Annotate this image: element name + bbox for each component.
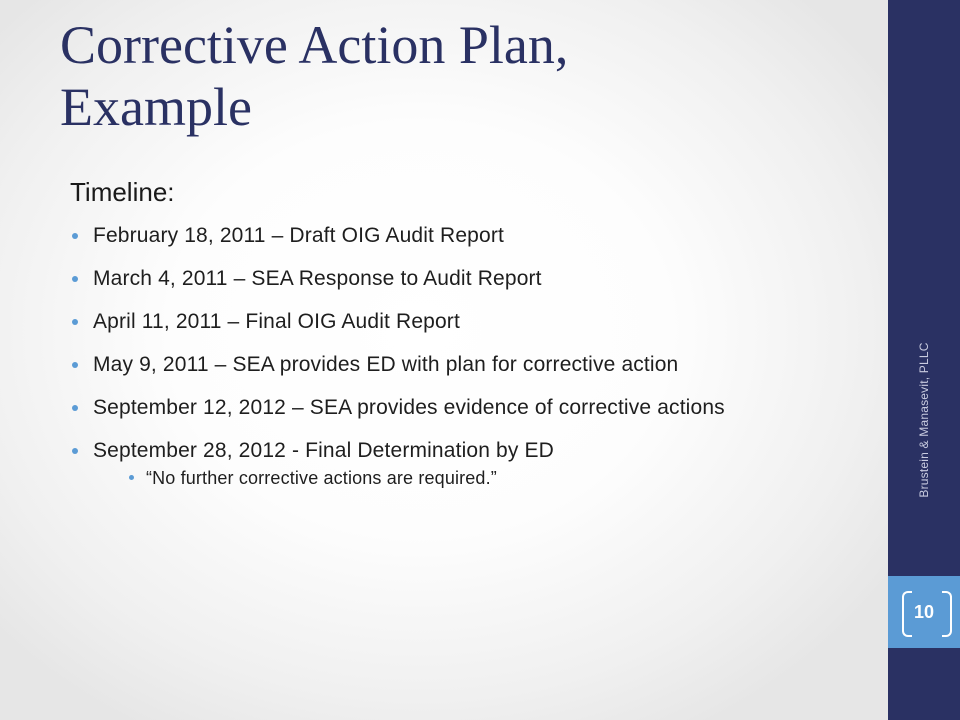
timeline-item-text: February 18, 2011 – Draft OIG Audit Report	[93, 224, 504, 247]
page-number: 10	[913, 602, 935, 622]
timeline-sub-item-text: “No further corrective actions are required.”	[146, 468, 497, 488]
timeline-item	[70, 222, 860, 250]
bullet-icon	[72, 233, 78, 239]
bullet-icon	[72, 362, 78, 368]
slide-title-line-2: Example	[60, 77, 252, 137]
slide-title	[60, 14, 860, 138]
timeline-item	[70, 394, 860, 422]
bullet-icon	[72, 448, 78, 454]
bullet-icon	[72, 319, 78, 325]
timeline-item	[70, 437, 860, 491]
sub-bullet-icon	[129, 475, 134, 480]
timeline-item	[70, 265, 860, 293]
timeline-item-text: April 11, 2011 – Final OIG Audit Report	[93, 310, 460, 333]
timeline-item	[70, 308, 860, 336]
footer-organization: Brustein & Manasevit, PLLC	[917, 342, 931, 498]
timeline-item-text: September 28, 2012 - Final Determination by ED	[93, 439, 554, 462]
timeline-item	[70, 351, 860, 379]
timeline-item-text: May 9, 2011 – SEA provides ED with plan for corrective action	[93, 353, 679, 376]
timeline-sub-list	[93, 465, 860, 491]
timeline-list	[70, 222, 860, 491]
slide-body	[70, 174, 860, 506]
bullet-icon	[72, 405, 78, 411]
timeline-sub-item	[93, 465, 860, 491]
slide-title-line-1: Corrective Action Plan,	[60, 15, 569, 75]
timeline-item-text: March 4, 2011 – SEA Response to Audit Report	[93, 267, 542, 290]
bullet-icon	[72, 276, 78, 282]
timeline-heading: Timeline:	[70, 177, 175, 207]
timeline-item-text: September 12, 2012 – SEA provides evidence of corrective actions	[93, 396, 725, 419]
